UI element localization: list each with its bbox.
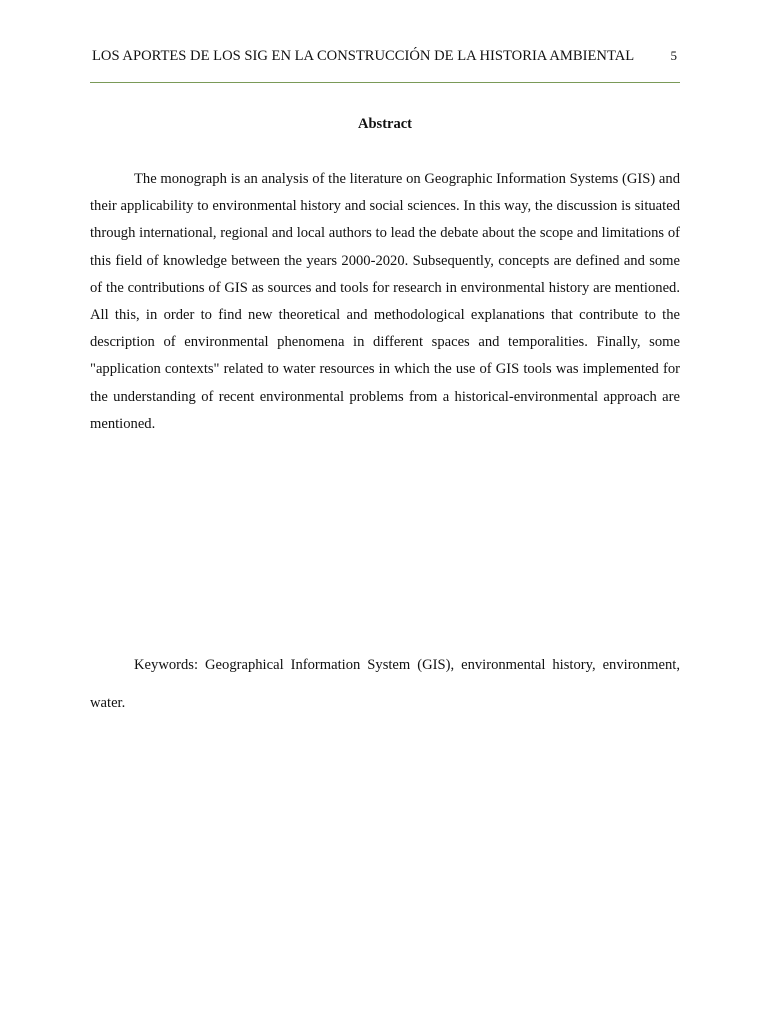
header-divider [90,82,680,83]
abstract-paragraph: The monograph is an analysis of the literature on Geographic Information Systems (GIS) and their applicability to environmental history and social sciences. In this way, the discussion is situated through international, regional and local authors to lead the debate about the scope and limitations of this field of knowledge between the years 2000-2020. Subsequently, concepts are defined and some of the contributions of GIS as sources and tools for research in environmental history are mentioned. All this, in order to find new theoretical and methodological explanations that contribute to the description of environmental phenomena in different spaces and temporalities. Finally, some "application contexts" related to water resources in which the use of GIS tools was implemented for the understanding of recent environmental problems from a historical-environmental approach are mentioned. [90,171,680,432]
page-number: 5 [670,48,677,63]
abstract-heading: Abstract [358,116,412,132]
running-head [90,46,680,66]
running-head-title: LOS APORTES DE LOS SIG EN LA CONSTRUCCIÓN DE LA HISTORIA AMBIENTAL [92,48,635,64]
keywords-paragraph: Keywords: Geographical Information System (GIS), environmental history, environment, water. [90,657,680,711]
